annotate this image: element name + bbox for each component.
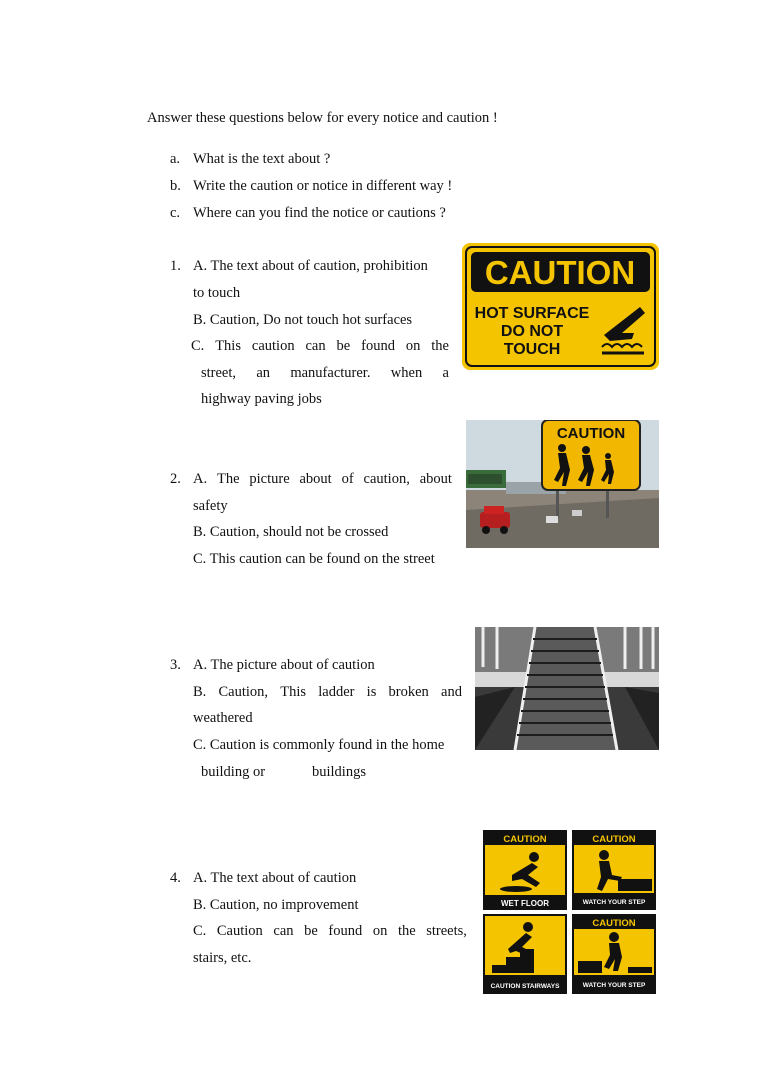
svg-text:CAUTION: CAUTION <box>503 834 547 845</box>
sign-line: DO NOT <box>500 323 564 340</box>
caution-signs-grid-image <box>482 829 658 995</box>
svg-text:CAUTION: CAUTION <box>592 834 636 845</box>
question-text: What is the text about ? <box>193 151 331 167</box>
caution-stairways-sign <box>484 915 566 993</box>
answer-a-cont: to touch <box>193 285 241 301</box>
hot-surface-sign-image <box>462 243 659 370</box>
answer-c-cont: building or <box>201 764 266 780</box>
svg-text:WET FLOOR: WET FLOOR <box>501 899 549 908</box>
answer-b-cont: weathered <box>193 710 253 726</box>
crossing-sign-photo <box>466 420 659 548</box>
wet-floor-sign <box>484 831 566 909</box>
answer-c: C. Caution is commonly found in the home <box>193 737 445 753</box>
sign-caution-title: CAUTION <box>556 425 626 442</box>
instruction-text: Answer these questions below for every notice and caution ! <box>147 110 498 126</box>
watch-your-step-sign <box>573 831 655 909</box>
watch-your-step-sign-2 <box>573 915 655 993</box>
answer-c-cont: street, an manufacturer. when a <box>201 365 449 381</box>
answer-a-cont: safety <box>193 498 228 514</box>
sign-line: TOUCH <box>503 341 561 358</box>
answer-b: B. Caution, should not be crossed <box>193 524 389 540</box>
answer-a: A. The text about of caution, prohibition <box>193 258 428 274</box>
answer-c: C. This caution can be found on the <box>191 338 449 354</box>
answer-b: B. Caution, This ladder is broken and <box>193 684 462 700</box>
answer-c: C. Caution can be found on the streets, <box>193 923 467 939</box>
svg-text:WATCH YOUR STEP: WATCH YOUR STEP <box>582 982 646 989</box>
svg-text:CAUTION: CAUTION <box>592 918 636 929</box>
svg-text:WATCH YOUR STEP: WATCH YOUR STEP <box>582 899 646 906</box>
svg-text:CAUTION STAIRWAYS: CAUTION STAIRWAYS <box>490 983 560 990</box>
sign-line: HOT SURFACE <box>474 305 590 322</box>
answer-c: C. This caution can be found on the street <box>193 551 435 567</box>
item-number: 3. <box>170 657 181 673</box>
answer-c-cont: highway paving jobs <box>201 391 322 407</box>
item-number: 2. <box>170 471 181 487</box>
question-letter: a. <box>170 151 181 167</box>
question-text: Where can you find the notice or cautions ? <box>193 205 446 221</box>
answer-a: A. The picture about of caution <box>193 657 375 673</box>
answer-b: B. Caution, Do not touch hot surfaces <box>193 312 413 328</box>
answer-c-cont: stairs, etc. <box>193 950 252 966</box>
item-number: 1. <box>170 258 181 274</box>
question-letter: b. <box>170 178 181 194</box>
answer-c-cont: buildings <box>312 764 366 780</box>
answer-b: B. Caution, no improvement <box>193 897 359 913</box>
question-text: Write the caution or notice in different way ! <box>193 178 453 194</box>
question-letter: c. <box>170 205 181 221</box>
answer-a: A. The picture about of caution, about <box>193 471 452 487</box>
broken-ladder-photo <box>475 627 659 750</box>
answer-a: A. The text about of caution <box>193 870 357 886</box>
sign-caution-title: CAUTION <box>484 254 636 291</box>
item-number: 4. <box>170 870 181 886</box>
